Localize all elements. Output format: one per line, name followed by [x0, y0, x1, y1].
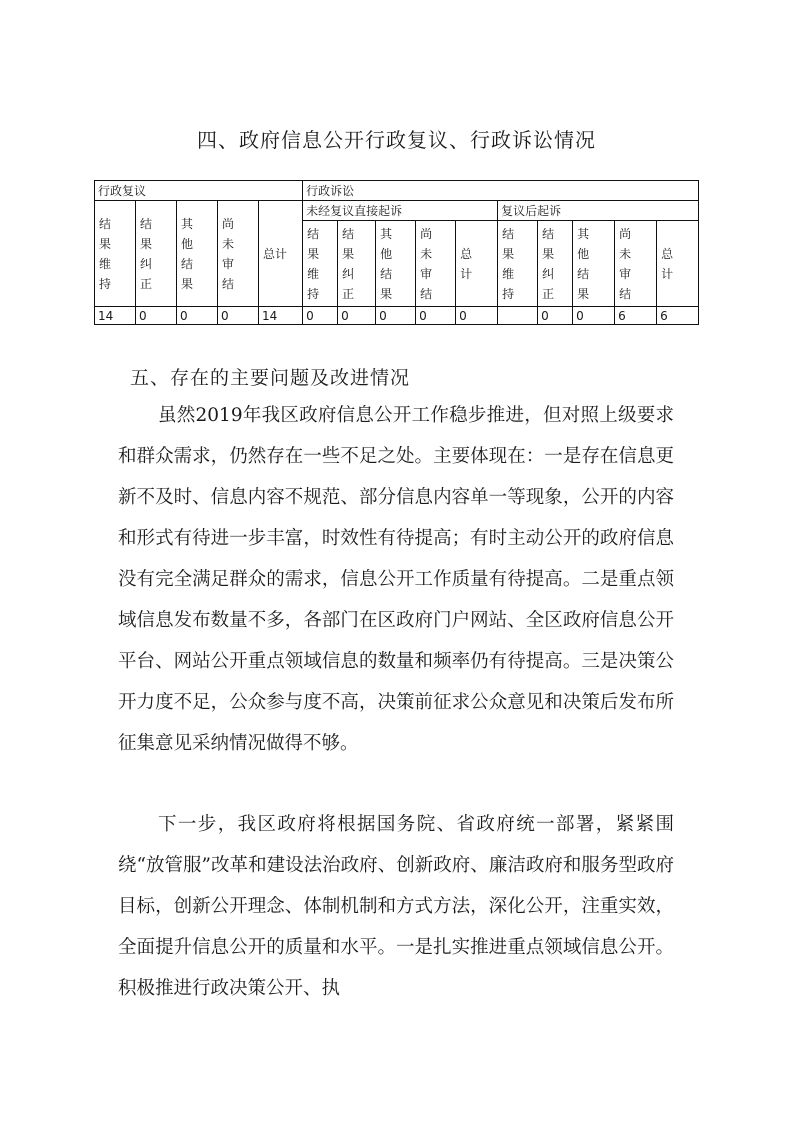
direct-upheld-header: 结果维持: [303, 221, 338, 307]
after-upheld-header: 结果维持: [498, 221, 538, 307]
review-other-value: 0: [177, 307, 218, 325]
after-total-header: 总计: [657, 221, 699, 307]
litigation-review-table: [94, 180, 699, 325]
after-other-header: 其他结果: [573, 221, 615, 307]
direct-total-value: 0: [456, 307, 498, 325]
section-4-heading: 四、政府信息公开行政复议、行政诉讼情况: [197, 128, 596, 152]
review-upheld-value: 14: [95, 307, 136, 325]
admin-review-header: 行政复议: [95, 181, 303, 201]
direct-pending-header: 尚未审结: [416, 221, 456, 307]
direct-pending-value: 0: [416, 307, 456, 325]
after-review-header: 复议后起诉: [498, 201, 699, 221]
direct-upheld-value: 0: [303, 307, 338, 325]
next-steps-paragraph: 下一步，我区政府将根据国务院、省政府统一部署，紧紧围绕“放管服”改革和建设法治政府、创新政府、廉洁政府和服务型政府目标，创新公开理念、体制机制和方式方法，深化公开，注重实效，全面提升信息公开的质量和水平。一是扎实推进重点领域信息公开。积极推进行政决策公开、执: [118, 814, 674, 999]
admin-litigation-header: 行政诉讼: [303, 181, 699, 201]
problems-paragraph: 虽然2019年我区政府信息公开工作稳步推进，但对照上级要求和群众需求，仍然存在一些不足之处。主要体现在：一是存在信息更新不及时、信息内容不规范、部分信息内容单一等现象，公开的内容和形式有待进一步丰富，时效性有待提高；有时主动公开的政府信息没有完全满足群众的需求，信息公开工作质量有待提高。二是重点领域信息发布数量不多，各部门在区政府门户网站、全区政府信息公开平台、网站公开重点领域信息的数量和频率仍有待提高。三是决策公开力度不足，公众参与度不高，决策前征求公众意见和决策后发布所征集意见采纳情况做得不够。: [118, 405, 674, 754]
review-corrected-value: 0: [136, 307, 177, 325]
review-pending-header: 尚未审结: [218, 201, 259, 307]
review-total-value: 14: [259, 307, 303, 325]
direct-total-header: 总计: [456, 221, 498, 307]
review-pending-value: 0: [218, 307, 259, 325]
direct-corrected-value: 0: [338, 307, 376, 325]
after-upheld-value: [498, 307, 538, 325]
after-other-value: 0: [573, 307, 615, 325]
section-5-heading: 五、存在的主要问题及改进情况: [130, 367, 411, 389]
table-row: [95, 307, 699, 325]
review-total-header: 总计: [259, 201, 303, 307]
after-corrected-header: 结果纠正: [538, 221, 573, 307]
after-total-value: 6: [657, 307, 699, 325]
direct-suit-header: 未经复议直接起诉: [303, 201, 498, 221]
after-pending-value: 6: [615, 307, 657, 325]
direct-other-value: 0: [376, 307, 416, 325]
direct-other-header: 其他结果: [376, 221, 416, 307]
review-upheld-header: 结果维持: [95, 201, 136, 307]
direct-corrected-header: 结果纠正: [338, 221, 376, 307]
after-corrected-value: 0: [538, 307, 573, 325]
review-corrected-header: 结果纠正: [136, 201, 177, 307]
after-pending-header: 尚未审结: [615, 221, 657, 307]
review-other-header: 其他结果: [177, 201, 218, 307]
